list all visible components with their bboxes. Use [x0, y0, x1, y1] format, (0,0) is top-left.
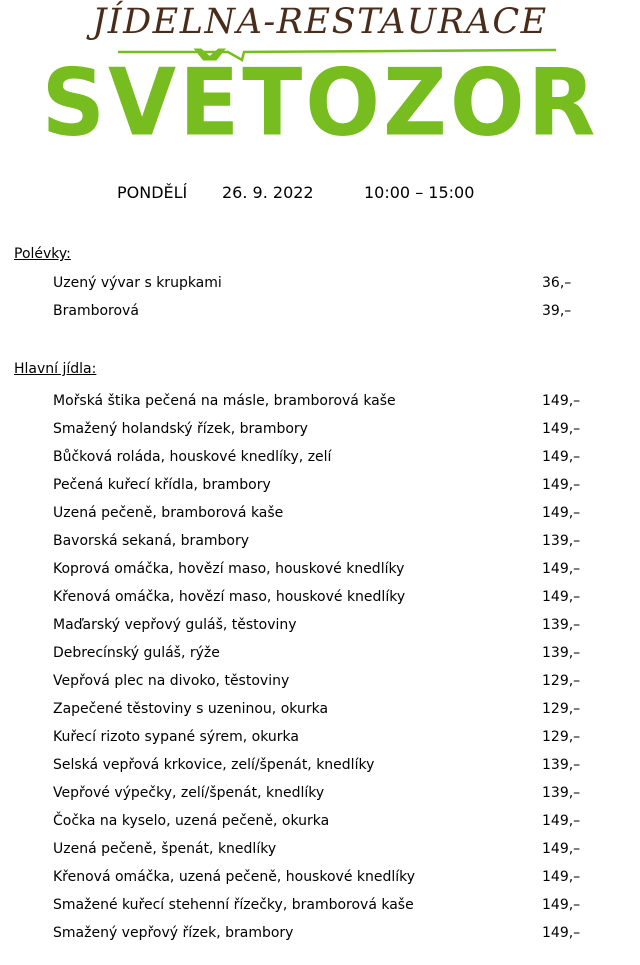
- menu-item-price: 139,–: [542, 533, 581, 549]
- menu-item-name: Vepřová plec na divoko, těstoviny: [53, 673, 290, 689]
- menu-item-name: Smažený vepřový řízek, brambory: [53, 925, 294, 941]
- menu-item: [53, 869, 593, 889]
- menu-item: [53, 561, 593, 581]
- menu-item-name: Křenová omáčka, hovězí maso, houskové knedlíky: [53, 589, 406, 605]
- menu-item: [53, 813, 593, 833]
- menu-item: [53, 729, 593, 749]
- menu-item-name: Bramborová: [53, 303, 139, 319]
- menu-item: [53, 785, 593, 805]
- menu-item: [53, 303, 593, 323]
- menu-item-name: Uzená pečeně, bramborová kaše: [53, 505, 284, 521]
- menu-item-price: 149,–: [542, 561, 581, 577]
- menu-item: [53, 393, 593, 413]
- menu-item: [53, 477, 593, 497]
- menu-item: [53, 617, 593, 637]
- menu-item-name: Debrecínský guláš, rýže: [53, 645, 220, 661]
- opening-hours: 10:00 – 15:00: [364, 183, 475, 202]
- menu-item-name: Čočka na kyselo, uzená pečeně, okurka: [53, 813, 330, 829]
- menu-item-price: 149,–: [542, 421, 581, 437]
- menu-item-name: Pečená kuřecí křídla, brambory: [53, 477, 271, 493]
- menu-item-name: Křenová omáčka, uzená pečeně, houskové knedlíky: [53, 869, 416, 885]
- restaurant-logo: [0, 0, 640, 165]
- menu-item-price: 149,–: [542, 813, 581, 829]
- menu-item-name: Vepřové výpečky, zelí/špenát, knedlíky: [53, 785, 325, 801]
- menu-item-name: Bůčková roláda, houskové knedlíky, zelí: [53, 449, 332, 465]
- menu-item-price: 139,–: [542, 617, 581, 633]
- menu-item-name: Smažený holandský řízek, brambory: [53, 421, 308, 437]
- menu-item: [53, 757, 593, 777]
- menu-item: [53, 505, 593, 525]
- menu-item: [53, 897, 593, 917]
- menu-item: [53, 673, 593, 693]
- menu-item-name: Uzená pečeně, špenát, knedlíky: [53, 841, 277, 857]
- menu-item-name: Smažené kuřecí stehenní řízečky, bramborová kaše: [53, 897, 414, 913]
- menu-item-name: Uzený vývar s krupkami: [53, 275, 222, 291]
- section-title-soups: Polévky:: [14, 246, 71, 262]
- section-title-mains: Hlavní jídla:: [14, 361, 97, 377]
- menu-item: [53, 589, 593, 609]
- menu-item-price: 149,–: [542, 897, 581, 913]
- menu-item-price: 149,–: [542, 505, 581, 521]
- menu-item-price: 149,–: [542, 589, 581, 605]
- menu-item: [53, 275, 593, 295]
- menu-item-name: Zapečené těstoviny s uzeninou, okurka: [53, 701, 329, 717]
- menu-date: 26. 9. 2022: [222, 183, 314, 202]
- menu-item-name: Selská vepřová krkovice, zelí/špenát, knedlíky: [53, 757, 375, 773]
- menu-item-price: 149,–: [542, 841, 581, 857]
- menu-item: [53, 421, 593, 441]
- menu-item-name: Maďarský vepřový guláš, těstoviny: [53, 617, 297, 633]
- menu-item: [53, 925, 593, 945]
- logo-subtitle: JÍDELNA-RESTAURACE: [92, 2, 548, 42]
- logo-brand: SVĚTOZOR: [41, 48, 599, 157]
- menu-item-price: 149,–: [542, 393, 581, 409]
- menu-item-price: 149,–: [542, 477, 581, 493]
- menu-item-price: 129,–: [542, 673, 581, 689]
- menu-item-price: 149,–: [542, 869, 581, 885]
- menu-item-price: 149,–: [542, 449, 581, 465]
- menu-item-price: 149,–: [542, 925, 581, 941]
- menu-item: [53, 841, 593, 861]
- menu-item: [53, 645, 593, 665]
- menu-item-price: 139,–: [542, 785, 581, 801]
- menu-item-name: Kuřecí rizoto sypané sýrem, okurka: [53, 729, 299, 745]
- menu-item-price: 139,–: [542, 645, 581, 661]
- menu-item-price: 39,–: [542, 303, 572, 319]
- menu-item: [53, 701, 593, 721]
- menu-item-price: 139,–: [542, 757, 581, 773]
- menu-item-price: 129,–: [542, 701, 581, 717]
- menu-item-name: Bavorská sekaná, brambory: [53, 533, 250, 549]
- menu-item-price: 36,–: [542, 275, 572, 291]
- menu-item-name: Koprová omáčka, hovězí maso, houskové knedlíky: [53, 561, 405, 577]
- menu-item: [53, 449, 593, 469]
- menu-item-name: Mořská štika pečená na másle, bramborová kaše: [53, 393, 396, 409]
- menu-item-price: 129,–: [542, 729, 581, 745]
- menu-day: PONDĚLÍ: [117, 183, 188, 202]
- menu-item: [53, 533, 593, 553]
